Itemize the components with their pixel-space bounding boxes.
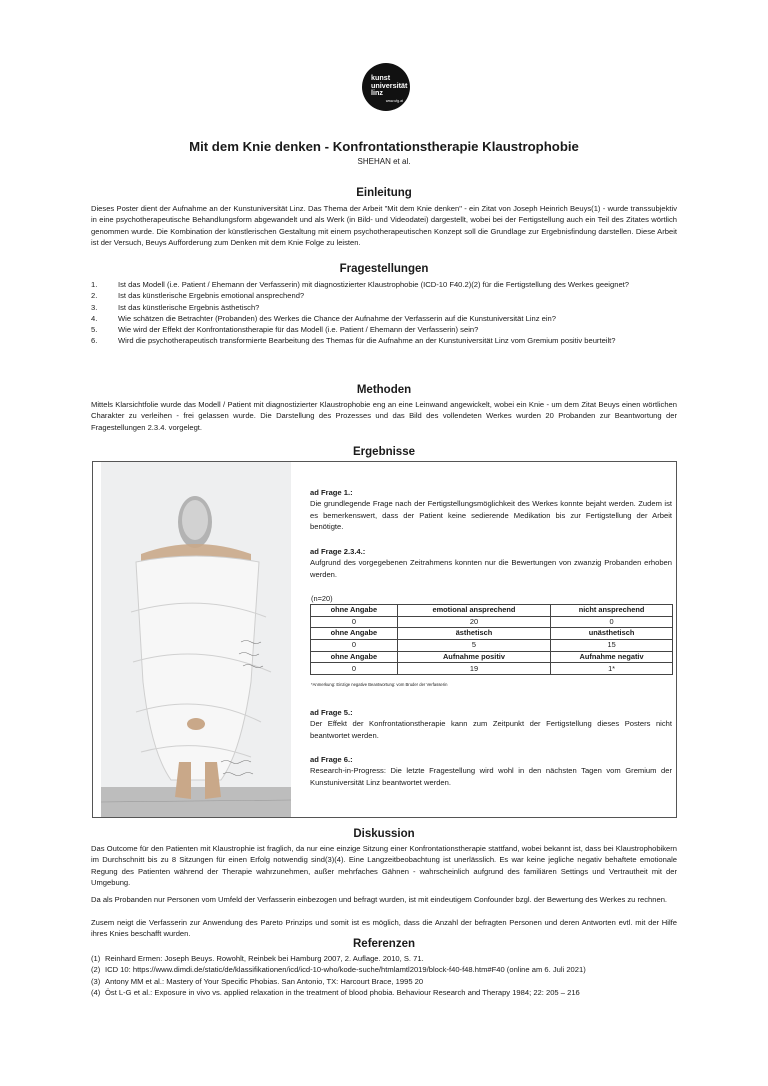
logo-url: www.ufg.at bbox=[385, 99, 403, 103]
list-number: 6. bbox=[91, 336, 98, 346]
result-label: ad Frage 5.: bbox=[310, 708, 353, 717]
table-header-cell: ästhetisch bbox=[397, 628, 550, 640]
result-frage-6 bbox=[310, 754, 672, 788]
table-cell: 20 bbox=[397, 616, 550, 628]
list-number: 2. bbox=[91, 291, 98, 301]
fragestellungen-list bbox=[91, 279, 677, 347]
reference-text: ICD 10: https://www.dimdi.de/static/de/klassifikationen/icd/icd-10-who/kode-suche/htmlamtl2019/block-f40-f48.htm#F40 (online am 6. Juli 2021) bbox=[105, 965, 586, 975]
poster-title: Mit dem Knie denken - Konfrontationstherapie Klaustrophobie bbox=[189, 139, 579, 154]
results-table bbox=[310, 604, 673, 675]
einleitung-heading: Einleitung bbox=[356, 187, 412, 199]
table-header-cell: ohne Angabe bbox=[311, 605, 398, 617]
methoden-text: Mittels Klarsichtfolie wurde das Modell / Patient mit diagnostizierter Klaustrophobie eng an eine Leinwand angewickelt, wobei ein Knie - um dem Zitat Beuys einen wörtlichen Charakter zu verleihen - frei gelassen wurde. Die Darstellung des Prozesses und das Bild des vollendeten Werkes wurden 20 Probanden zur Beantwortung der Fragestellungen 2.3.4. vorgelegt. bbox=[91, 400, 677, 432]
result-frage-1 bbox=[310, 487, 672, 532]
result-frage-234 bbox=[310, 546, 672, 580]
fragestellungen-heading: Fragestellungen bbox=[339, 263, 429, 275]
diskussion-heading: Diskussion bbox=[353, 828, 415, 840]
diskussion-paragraph-3: Zusem neigt die Verfasserin zur Anwendung des Pareto Prinzips und somit ist es möglich, dass die Anzahl der befragten Personen und deren Antworten evtl. mit der Hilfe ihres Knies beschafft wurden. bbox=[91, 918, 677, 939]
result-text: Research-in-Progress: Die letzte Fragestellung wird wohl in den nächsten Tagen vom Gremium der Kunstuniversität Linz beantwortet werden. bbox=[310, 766, 672, 787]
diskussion-paragraph-2: Da als Probanden nur Personen vom Umfeld der Verfasserin einbezogen und befragt wurden, ist mit eindeutigem Confounder bzgl. der Bewertung des Werkes zu rechnen. bbox=[91, 895, 668, 904]
logo-line-3: linz bbox=[371, 88, 383, 98]
einleitung-text: Dieses Poster dient der Aufnahme an der Kunstuniversität Linz. Das Thema der Arbeit "Mit dem Knie denken" - ein Zitat von Joseph Heinrich Beuys(1) - wurde transsubjektiv in eine psychotherapeutische Behandlungsform abgewandelt und als Werk (in Bild- und Videodatei) dargestellt, wobei bei der Fertigstellung auch ein Teil des Zitates wörtlich genommen wurde. Die Kombination der künstlerischen Gestaltung mit einem psychotherapeutischen Konzept soll die Grundlage zur Ergebnisfindung darstellen. Diese Arbeit ist der Versuch, Beuys Aufforderung zum Denken mit dem Knie Folge zu leisten. bbox=[91, 204, 677, 247]
logo-line-1: kunst bbox=[371, 73, 391, 82]
list-text: Ist das künstlerische Ergebnis emotional ansprechend? bbox=[118, 291, 305, 301]
table-cell: 5 bbox=[397, 640, 550, 652]
table-cell: 0 bbox=[311, 640, 398, 652]
sample-size-label: (n=20) bbox=[311, 594, 333, 603]
list-text: Ist das künstlerische Ergebnis ästhetisch? bbox=[118, 302, 260, 312]
reference-text: Antony MM et al.: Mastery of Your Specific Phobias. San Antonio, TX: Harcourt Brace, 1995 20 bbox=[105, 976, 424, 986]
table-header-cell: Aufnahme negativ bbox=[551, 651, 673, 663]
list-text: Wird die psychotherapeutisch transformierte Bearbeitung des Themas für die Aufnahme an der Kunstuniversität Linz vom Gremium positiv beurteilt? bbox=[118, 336, 616, 346]
list-number: 5. bbox=[91, 325, 98, 335]
result-text: Der Effekt der Konfrontationstherapie kann zum Zeitpunkt der Fertigstellung dieses Posters nicht beantwortet werden. bbox=[310, 719, 672, 740]
logo-line-2: universität bbox=[371, 80, 408, 90]
list-item bbox=[91, 313, 677, 324]
table-row bbox=[311, 663, 673, 675]
table-cell: 15 bbox=[551, 640, 673, 652]
list-number: (1) bbox=[91, 954, 101, 963]
list-item bbox=[91, 953, 677, 964]
table-header-cell: ohne Angabe bbox=[311, 628, 398, 640]
table-cell: 1* bbox=[551, 663, 673, 675]
wrapped-figure-illustration bbox=[101, 462, 291, 817]
list-item bbox=[91, 290, 677, 301]
table-header-cell: unästhetisch bbox=[551, 628, 673, 640]
poster-authors: SHEHAN et al. bbox=[357, 157, 411, 166]
list-item bbox=[91, 324, 677, 335]
list-number: 4. bbox=[91, 313, 98, 323]
table-header-cell: ohne Angabe bbox=[311, 651, 398, 663]
list-number: (3) bbox=[91, 976, 101, 986]
list-item bbox=[91, 976, 677, 987]
list-number: (4) bbox=[91, 987, 101, 997]
list-item bbox=[91, 335, 677, 346]
list-text: Wie wird der Effekt der Konfrontationstherapie für das Modell (i.e. Patient / Ehemann der Verfasserin) sein? bbox=[118, 325, 479, 335]
artwork-photo bbox=[101, 462, 291, 817]
table-header-cell: Aufnahme positiv bbox=[397, 651, 550, 663]
list-number: (2) bbox=[91, 965, 101, 975]
reference-text: Öst L-G et al.: Exposure in vivo vs. applied relaxation in the treatment of blood phobia. Behaviour Research and Therapy 1984; 22: 205 – 216 bbox=[105, 987, 580, 997]
table-header-cell: nicht ansprechend bbox=[551, 605, 673, 617]
list-number: 3. bbox=[91, 302, 98, 312]
result-text: Aufgrund des vorgegebenen Zeitrahmens konnten nur die Bewertungen von zwanzig Probanden erhoben werden. bbox=[310, 558, 672, 579]
list-item bbox=[91, 964, 677, 975]
list-text: Ist das Modell (i.e. Patient / Ehemann der Verfasserin) mit diagnostizierter Klaustrophobie (ICD-10 F40.2)(2) für die Fertigstellung des Werkes geeignet? bbox=[118, 280, 629, 289]
table-footnote: *Anmerkung: Einzige negative Beantwortung: vom Bruder der Verfasserin bbox=[311, 682, 448, 687]
reference-text: Reinhard Ermen: Joseph Beuys. Rowohlt, Reinbek bei Hamburg 2007, 2. Auflage. 2010, S. 71. bbox=[105, 954, 424, 963]
results-box bbox=[92, 461, 677, 818]
result-label: ad Frage 6.: bbox=[310, 755, 353, 764]
university-logo bbox=[362, 63, 410, 111]
result-text: Die grundlegende Frage nach der Fertigstellungsmöglichkeit des Werkes konnte bejaht werden. Zudem ist es bemerkenswert, dass der Patient keine sedierende Medikation bis zur Fertigstellung der Arbeit benötigte. bbox=[310, 499, 672, 531]
result-frage-5 bbox=[310, 707, 672, 741]
ergebnisse-heading: Ergebnisse bbox=[353, 446, 415, 458]
table-row bbox=[311, 605, 673, 617]
list-item bbox=[91, 279, 677, 290]
result-label: ad Frage 1.: bbox=[310, 488, 353, 497]
methoden-heading: Methoden bbox=[356, 384, 412, 396]
table-row bbox=[311, 640, 673, 652]
table-cell: 0 bbox=[311, 663, 398, 675]
table-row bbox=[311, 616, 673, 628]
list-number: 1. bbox=[91, 280, 98, 289]
table-cell: 19 bbox=[397, 663, 550, 675]
list-item bbox=[91, 302, 677, 313]
table-cell: 0 bbox=[311, 616, 398, 628]
table-row bbox=[311, 651, 673, 663]
result-label: ad Frage 2.3.4.: bbox=[310, 547, 366, 556]
list-item bbox=[91, 987, 677, 998]
references-list bbox=[91, 953, 677, 998]
table-header-cell: emotional ansprechend bbox=[397, 605, 550, 617]
diskussion-paragraph-1: Das Outcome für den Patienten mit Klaustrophie ist fraglich, da nur eine einzige Sitzung einer Konfrontationstherapie stattfand, wobei bekannt ist, dass bei Klaustrophobikern im Durchschnitt bis zu 8 Sitzungen für einen Erfolg notwendig sind(3)(4). Eine Langzeitbeobachtung ist unerlässlich. Es war keine jegliche negativ behaftete emotionale Regung des Patienten während der Therapie wahrzunehmen, außer mehrfaches Gähnen - wahrscheinlich aufgrund des familiären Settings und Vertrautheit mit der Umgebung. bbox=[91, 844, 677, 887]
table-cell: 0 bbox=[551, 616, 673, 628]
list-text: Wie schätzen die Betrachter (Probanden) des Werkes die Chance der Aufnahme der Verfasserin auf die Kunstuniversität Linz ein? bbox=[118, 313, 557, 323]
referenzen-heading: Referenzen bbox=[353, 938, 415, 950]
table-row bbox=[311, 628, 673, 640]
